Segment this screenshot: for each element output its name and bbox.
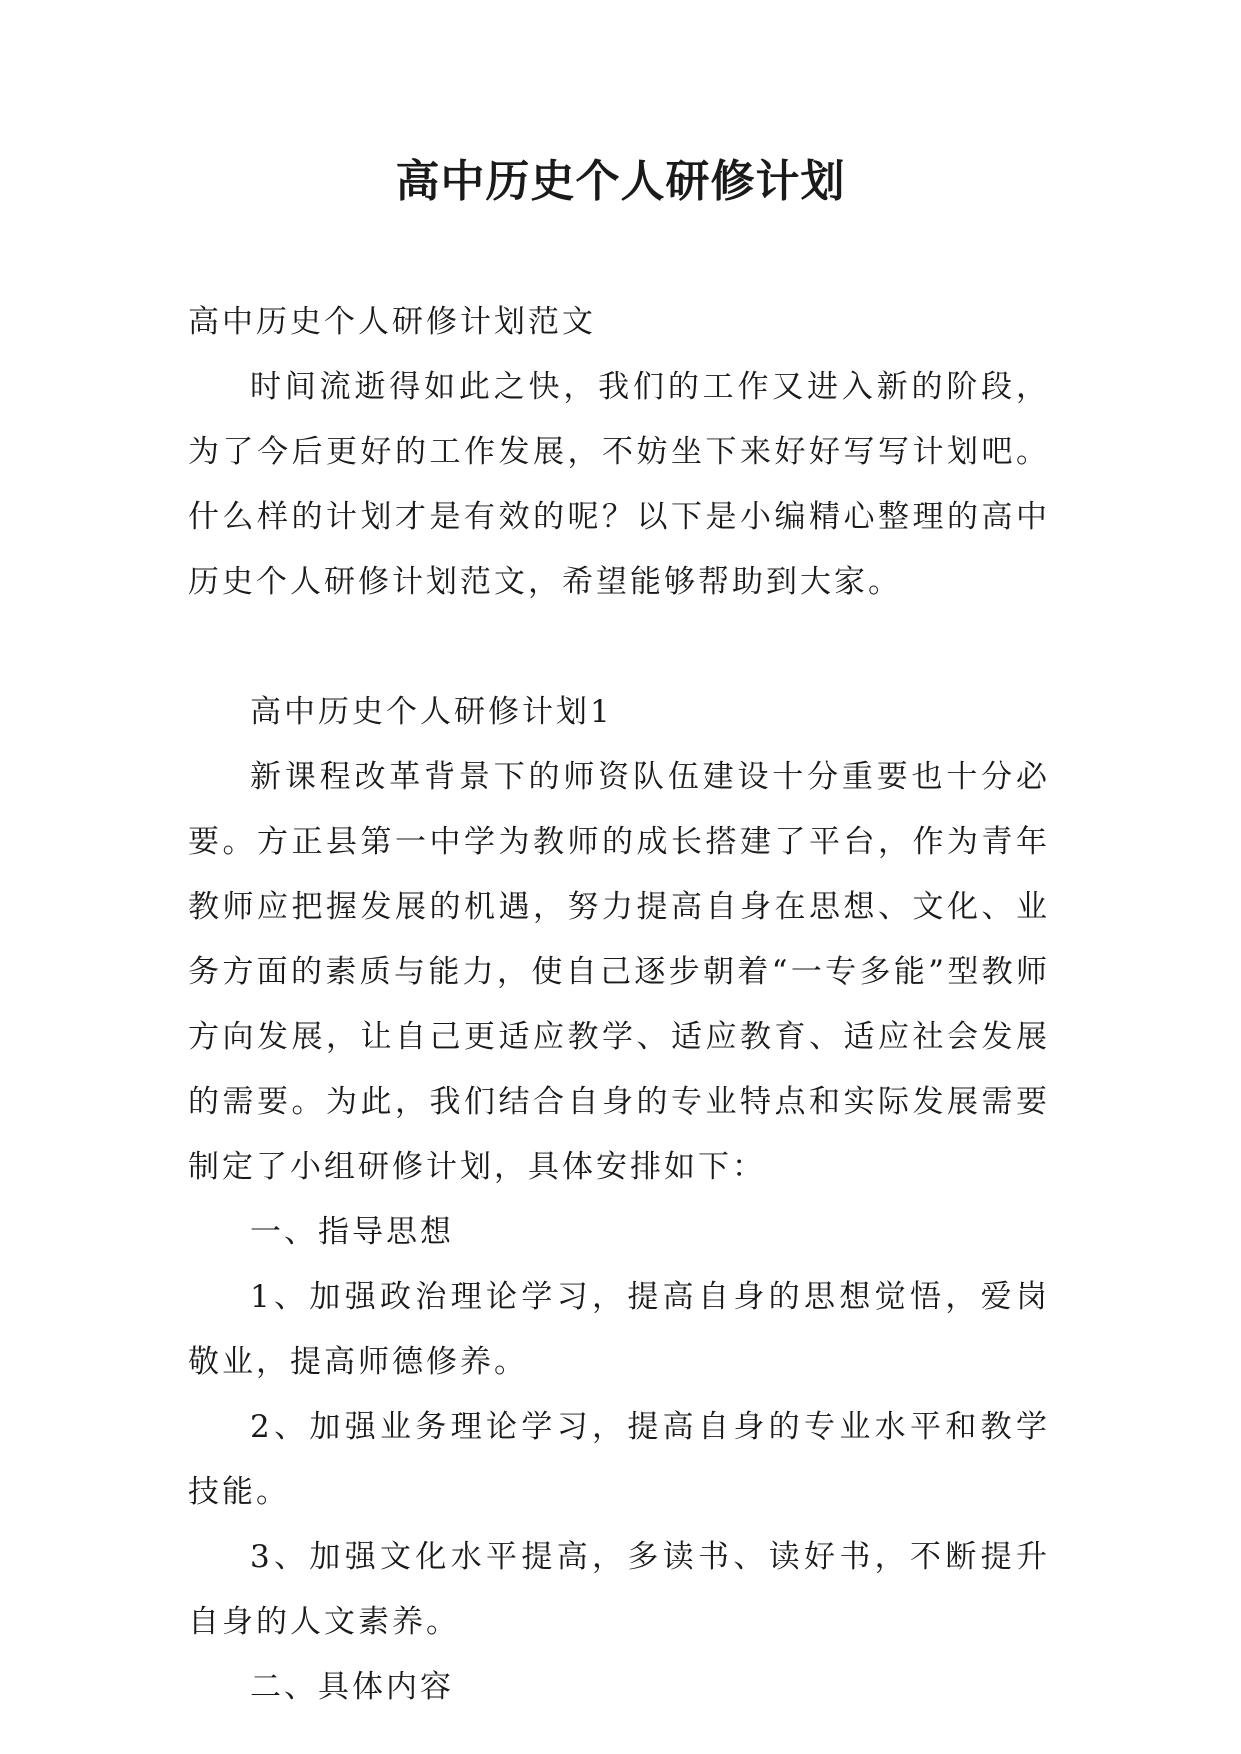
heading-guiding-ideology: 一、指导思想 [250, 1214, 454, 1250]
document-body [188, 290, 1050, 1720]
list-item-1: 1、加强政治理论学习，提高自身的思想觉悟，爱岗敬业，提高师德修养。 [188, 1279, 1050, 1380]
section-heading-plan-1: 高中历史个人研修计划1 [250, 694, 613, 730]
plan-1-paragraph: 新课程改革背景下的师资队伍建设十分重要也十分必要。方正县第一中学为教师的成长搭建了平台，作为青年教师应把握发展的机遇，努力提高自身在思想、文化、业务方面的素质与能力，使自己逐步朝着“一专多能”型教师方向发展，让自己更适应教学、适应教育、适应社会发展的需要。为此，我们结合自身的专业特点和实际发展需要制定了小组研修计划，具体安排如下： [188, 759, 1050, 1185]
document-title: 高中历史个人研修计划 [395, 156, 846, 207]
list-item-3: 3、加强文化水平提高，多读书、读好书，不断提升自身的人文素养。 [188, 1539, 1050, 1640]
subtitle-line: 高中历史个人研修计划范文 [188, 304, 596, 340]
intro-paragraph: 时间流逝得如此之快，我们的工作又进入新的阶段，为了今后更好的工作发展，不妨坐下来好好写写计划吧。什么样的计划才是有效的呢？以下是小编精心整理的高中历史个人研修计划范文，希望能够帮助到大家。 [188, 369, 1050, 600]
blank-line [188, 615, 1050, 680]
list-item-2: 2、加强业务理论学习，提高自身的专业水平和教学技能。 [188, 1409, 1050, 1510]
heading-specific-content: 二、具体内容 [250, 1669, 454, 1705]
